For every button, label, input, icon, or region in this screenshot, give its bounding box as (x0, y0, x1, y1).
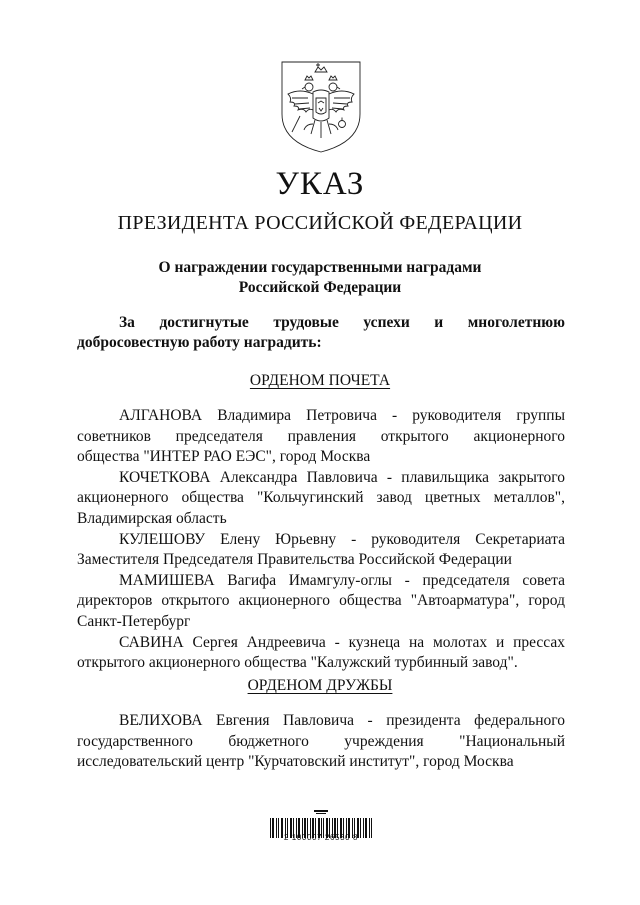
entry-line: МАМИШЕВА Вагифа Имамгулу-оглы - председателя совета (119, 571, 565, 589)
entry-line: КОЧЕТКОВА Александра Павловича - плавильщика закрытого (119, 468, 565, 486)
document-title: УКАЗ (275, 166, 365, 202)
entry-line: государственного бюджетного учреждения "Национальный (77, 732, 565, 750)
award-entry (77, 530, 565, 571)
order-friendship-list (77, 711, 565, 773)
decree-subject-line-1: О награждении государственными наградами (158, 259, 482, 276)
entry-line: ВЕЛИХОВА Евгения Павловича - президента федерального (119, 712, 565, 729)
entry-line: общества "ИНТЕР РАО ЕЭС", город Москва (77, 448, 371, 466)
entry-line: акционерного общества "Кольчугинский завод цветных металлов", (77, 489, 565, 507)
award-entry (77, 711, 565, 773)
order-title-honour: ОРДЕНОМ ПОЧЕТА (249, 372, 391, 389)
order-honour-list (77, 406, 565, 674)
entry-line: КУЛЕШОВУ Елену Юрьевну - руководителя Секретариата (119, 530, 565, 548)
document-subtitle: ПРЕЗИДЕНТА РОССИЙСКОЙ ФЕДЕРАЦИИ (117, 212, 523, 234)
decree-subject-line-2: Российской Федерации (238, 279, 402, 296)
award-entry (77, 468, 565, 530)
award-entry (77, 406, 565, 468)
decree-preamble (77, 313, 565, 353)
entry-line: САВИНА Сергея Андреевича - кузнеца на молотах и прессах (119, 633, 565, 651)
coat-of-arms-icon (278, 58, 364, 154)
entry-line: АЛГАНОВА Владимира Петровича - руководителя группы (119, 407, 565, 424)
entry-line: советников председателя правления открытого акционерного (77, 427, 565, 445)
entry-line: Владимирская область (77, 509, 227, 527)
entry-line: исследовательский центр "Курчатовский институт", город Москва (77, 753, 514, 771)
entry-line: директоров открытого акционерного общества "Автоарматура", город (77, 592, 565, 610)
award-entry (77, 571, 565, 633)
entry-line: Санкт-Петербург (77, 612, 191, 630)
decree-subject (0, 258, 640, 298)
preamble-line-2: добросовестную работу наградить: (77, 334, 322, 351)
entry-line: открытого акционерного общества "Калужский турбинный завод". (77, 654, 518, 672)
preamble-line-1: За достигнутые трудовые успехи и многолетнюю (119, 314, 565, 331)
entry-line: Заместителя Председателя Правительства Российской Федерации (77, 551, 512, 569)
barcode-number: 2 100007 26530 8 (283, 833, 359, 842)
order-title-friendship: ОРДЕНОМ ДРУЖБЫ (247, 677, 393, 694)
award-entry (77, 633, 565, 674)
